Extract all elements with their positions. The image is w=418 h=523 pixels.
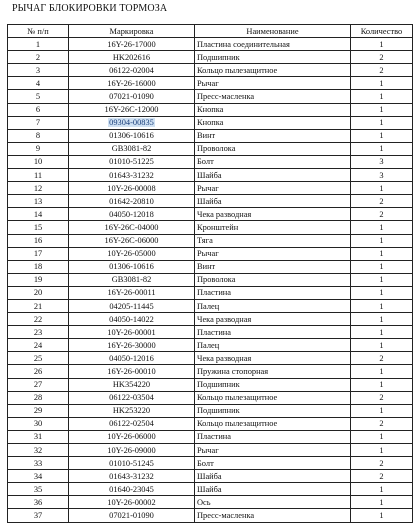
cell-marking: 07021-01090 [69,509,195,522]
cell-quantity: 1 [351,234,413,247]
cell-number: 6 [8,103,69,116]
cell-name: Кнопка [195,103,351,116]
cell-quantity: 1 [351,509,413,522]
cell-marking: 01306-10616 [69,129,195,142]
cell-marking: 16Y-26-00011 [69,286,195,299]
cell-name: Рычаг [195,444,351,457]
parts-table [7,24,413,523]
cell-number: 5 [8,90,69,103]
cell-marking: 10Y-26-00001 [69,326,195,339]
cell-marking: 07021-01090 [69,90,195,103]
cell-number: 2 [8,51,69,64]
cell-name: Ось [195,496,351,509]
cell-number: 29 [8,404,69,417]
cell-quantity: 2 [351,352,413,365]
cell-quantity: 2 [351,470,413,483]
cell-marking: 06122-03504 [69,391,195,404]
table-row [8,299,413,312]
table-row [8,77,413,90]
cell-quantity: 1 [351,483,413,496]
cell-number: 9 [8,142,69,155]
cell-marking: GB3081-82 [69,142,195,155]
header-name: Наименование [195,25,351,38]
cell-quantity: 2 [351,51,413,64]
table-row [8,116,413,129]
cell-quantity: 1 [351,430,413,443]
cell-number: 3 [8,64,69,77]
cell-name: Пластина соединительная [195,38,351,51]
cell-number: 27 [8,378,69,391]
cell-quantity: 1 [351,496,413,509]
cell-number: 15 [8,221,69,234]
cell-name: Шайба [195,470,351,483]
cell-marking: 16Y-26-16000 [69,77,195,90]
cell-quantity: 1 [351,77,413,90]
cell-marking: 04050-12016 [69,352,195,365]
table-row [8,483,413,496]
cell-quantity: 1 [351,221,413,234]
cell-marking: 16Y-26-17000 [69,38,195,51]
cell-number: 16 [8,234,69,247]
cell-marking: 16Y-26-00010 [69,365,195,378]
cell-number: 30 [8,417,69,430]
cell-name: Кольцо пылезащитное [195,417,351,430]
cell-number: 8 [8,129,69,142]
table-row [8,404,413,417]
cell-name: Кнопка [195,116,351,129]
cell-marking: 06122-02004 [69,64,195,77]
cell-number: 23 [8,326,69,339]
cell-marking: 06122-02504 [69,417,195,430]
cell-name: Палец [195,339,351,352]
table-row [8,391,413,404]
cell-name: Пластина [195,326,351,339]
cell-number: 20 [8,286,69,299]
cell-quantity: 1 [351,299,413,312]
cell-name: Болт [195,457,351,470]
cell-marking: 16Y-26C-12000 [69,103,195,116]
cell-quantity: 2 [351,208,413,221]
cell-number: 18 [8,260,69,273]
header-number: № п/п [8,25,69,38]
cell-quantity: 1 [351,182,413,195]
table-row [8,365,413,378]
cell-number: 4 [8,77,69,90]
cell-name: Пресс-масленка [195,90,351,103]
table-row [8,509,413,522]
cell-number: 21 [8,299,69,312]
cell-quantity: 1 [351,142,413,155]
cell-marking: 10Y-26-00008 [69,182,195,195]
table-body [8,38,413,522]
cell-marking: 10Y-26-06000 [69,430,195,443]
cell-number: 12 [8,182,69,195]
cell-number: 22 [8,313,69,326]
table-row [8,129,413,142]
cell-marking: HK354220 [69,378,195,391]
cell-number: 31 [8,430,69,443]
highlighted-marking[interactable]: 09304-00835 [109,118,154,128]
cell-marking: 16Y-26C-04000 [69,221,195,234]
cell-quantity: 1 [351,444,413,457]
cell-quantity: 2 [351,417,413,430]
cell-number: 37 [8,509,69,522]
table-row [8,352,413,365]
cell-name: Пружина стопорная [195,365,351,378]
cell-number: 25 [8,352,69,365]
cell-name: Подшипник [195,404,351,417]
cell-name: Шайба [195,195,351,208]
cell-number: 1 [8,38,69,51]
cell-name: Кольцо пылезащитное [195,391,351,404]
table-row [8,247,413,260]
cell-number: 11 [8,169,69,182]
cell-quantity: 1 [351,260,413,273]
cell-marking: 04205-11445 [69,299,195,312]
cell-name: Рычаг [195,77,351,90]
cell-marking: 01643-31232 [69,169,195,182]
table-row [8,313,413,326]
table-row [8,430,413,443]
cell-quantity: 1 [351,103,413,116]
table-row [8,457,413,470]
cell-name: Рычаг [195,182,351,195]
cell-quantity: 2 [351,195,413,208]
cell-quantity: 1 [351,129,413,142]
cell-number: 33 [8,457,69,470]
cell-name: Проволока [195,142,351,155]
cell-name: Тяга [195,234,351,247]
cell-quantity: 3 [351,169,413,182]
table-row [8,444,413,457]
cell-marking: 10Y-26-09000 [69,444,195,457]
cell-number: 34 [8,470,69,483]
cell-quantity: 3 [351,155,413,168]
cell-marking: 16Y-26C-06000 [69,234,195,247]
cell-number: 14 [8,208,69,221]
cell-marking: 01643-31232 [69,470,195,483]
cell-quantity: 1 [351,378,413,391]
table-row [8,221,413,234]
cell-number: 10 [8,155,69,168]
table-row [8,286,413,299]
cell-quantity: 1 [351,38,413,51]
cell-number: 7 [8,116,69,129]
cell-quantity: 1 [351,273,413,286]
cell-name: Кронштейн [195,221,351,234]
cell-quantity: 1 [351,90,413,103]
cell-number: 19 [8,273,69,286]
cell-quantity: 1 [351,247,413,260]
table-header-row [8,25,413,38]
cell-number: 28 [8,391,69,404]
cell-number: 17 [8,247,69,260]
cell-marking: 04050-14022 [69,313,195,326]
cell-name: Чека разводная [195,208,351,221]
cell-marking: HK202616 [69,51,195,64]
cell-marking: 01640-23045 [69,483,195,496]
cell-name: Рычаг [195,247,351,260]
cell-name: Шайба [195,483,351,496]
cell-marking: HK253220 [69,404,195,417]
cell-quantity: 1 [351,286,413,299]
cell-name: Палец [195,299,351,312]
table-row [8,496,413,509]
table-row [8,90,413,103]
cell-marking: GB3081-82 [69,273,195,286]
table-row [8,234,413,247]
table-row [8,195,413,208]
table-row [8,470,413,483]
cell-name: Пресс-масленка [195,509,351,522]
table-row [8,142,413,155]
cell-marking: 04050-12018 [69,208,195,221]
cell-quantity: 1 [351,313,413,326]
cell-marking: 16Y-26-30000 [69,339,195,352]
cell-name: Проволока [195,273,351,286]
cell-quantity: 2 [351,457,413,470]
cell-name: Винт [195,260,351,273]
cell-name: Подшипник [195,378,351,391]
table-row [8,182,413,195]
table-row [8,326,413,339]
cell-marking: 01306-10616 [69,260,195,273]
cell-name: Шайба [195,169,351,182]
table-row [8,155,413,168]
table-row [8,378,413,391]
cell-quantity: 1 [351,404,413,417]
cell-number: 32 [8,444,69,457]
cell-quantity: 2 [351,64,413,77]
cell-number: 13 [8,195,69,208]
table-row [8,273,413,286]
header-quantity: Количество [351,25,413,38]
table-row [8,260,413,273]
cell-quantity: 1 [351,365,413,378]
cell-name: Подшипник [195,51,351,64]
cell-quantity: 1 [351,339,413,352]
cell-name: Чека разводная [195,352,351,365]
cell-marking: 01642-20810 [69,195,195,208]
cell-number: 26 [8,365,69,378]
cell-name: Пластина [195,430,351,443]
cell-name: Кольцо пылезащитное [195,64,351,77]
cell-marking: 01010-51245 [69,457,195,470]
header-marking: Маркировка [69,25,195,38]
table-row [8,208,413,221]
cell-number: 35 [8,483,69,496]
cell-quantity: 2 [351,391,413,404]
cell-marking [69,116,195,129]
cell-name: Чека разводная [195,313,351,326]
cell-quantity: 1 [351,116,413,129]
cell-marking: 10Y-26-05000 [69,247,195,260]
cell-quantity: 1 [351,326,413,339]
table-row [8,339,413,352]
cell-name: Пластина [195,286,351,299]
cell-marking: 10Y-26-00002 [69,496,195,509]
cell-name: Винт [195,129,351,142]
table-row [8,417,413,430]
table-row [8,51,413,64]
cell-name: Болт [195,155,351,168]
document-title: РЫЧАГ БЛОКИРОВКИ ТОРМОЗА [12,3,168,14]
cell-number: 36 [8,496,69,509]
table-row [8,64,413,77]
table-row [8,169,413,182]
table-row [8,38,413,51]
table-row [8,103,413,116]
cell-marking: 01010-51225 [69,155,195,168]
cell-number: 24 [8,339,69,352]
